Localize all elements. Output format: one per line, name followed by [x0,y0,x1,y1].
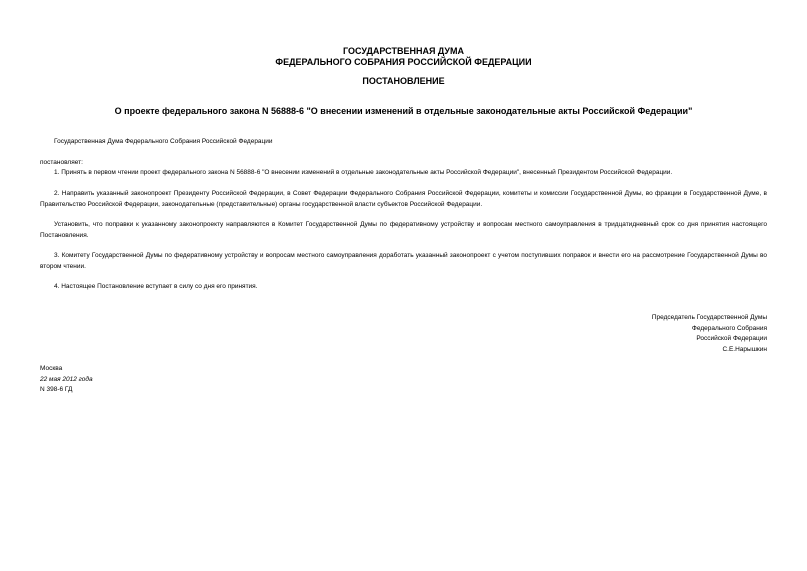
item-2-paragraph: 2. Направить указанный законопроект Президенту Российской Федерации, в Совет Федерации Федерального Собрания Российской Федерации, комитеты и комиссии Государственной Думы, во фракции в Государственной Думе, в Правительство Российской Федерации, законодательные (представительные) органы государственной власти субъектов Российской Федерации. [40,190,767,208]
document-type: ПОСТАНОВЛЕНИЕ [362,76,445,86]
signatory-name: С.Е.Нарышкин [722,345,767,353]
place-date-block [40,364,93,396]
document-title: О проекте федерального закона N 56888-6 "О внесении изменений в отдельные законодательные акты Российской Федерации" [114,106,693,116]
city: Москва [40,365,63,372]
resolves-label: постановляет: [40,159,83,166]
item-2-note-paragraph: Установить, что поправки к указанному законопроекту направляются в Комитет Государственной Думы по федеративному устройству и вопросам местного самоуправления в тридцатидневный срок со дня принятия настоящего Постановления. [40,221,767,239]
signature-block [652,313,767,355]
intro-paragraph: Государственная Дума Федерального Собрания Российской Федерации [54,138,273,145]
signature-title-line1: Председатель Государственной Думы [651,314,767,321]
item-3-paragraph: 3. Комитету Государственной Думы по федеративному устройству и вопросам местного самоуправления доработать указанный законопроект с учетом поступивших поправок и внести его на рассмотрение Государственной Думы во втором чтении. [40,252,767,270]
signature-title-line2: Федерального Собрания [691,324,767,332]
resolution-number: N 398-6 ГД [40,386,73,393]
header-institution: ГОСУДАРСТВЕННАЯ ДУМА [342,46,465,56]
item-1-paragraph: 1. Принять в первом чтении проект федерального закона N 56888-6 "О внесении изменений в отдельные законодательные акты Российской Федерации", внесенный Президентом Российской Федерации. [54,169,673,176]
date: 22 мая 2012 года [40,375,93,383]
item-4-paragraph: 4. Настоящее Постановление вступает в силу со дня его принятия. [54,283,258,290]
header-assembly: ФЕДЕРАЛЬНОГО СОБРАНИЯ РОССИЙСКОЙ ФЕДЕРАЦИИ [275,57,532,67]
signature-title-line3: Российской Федерации [696,335,767,342]
